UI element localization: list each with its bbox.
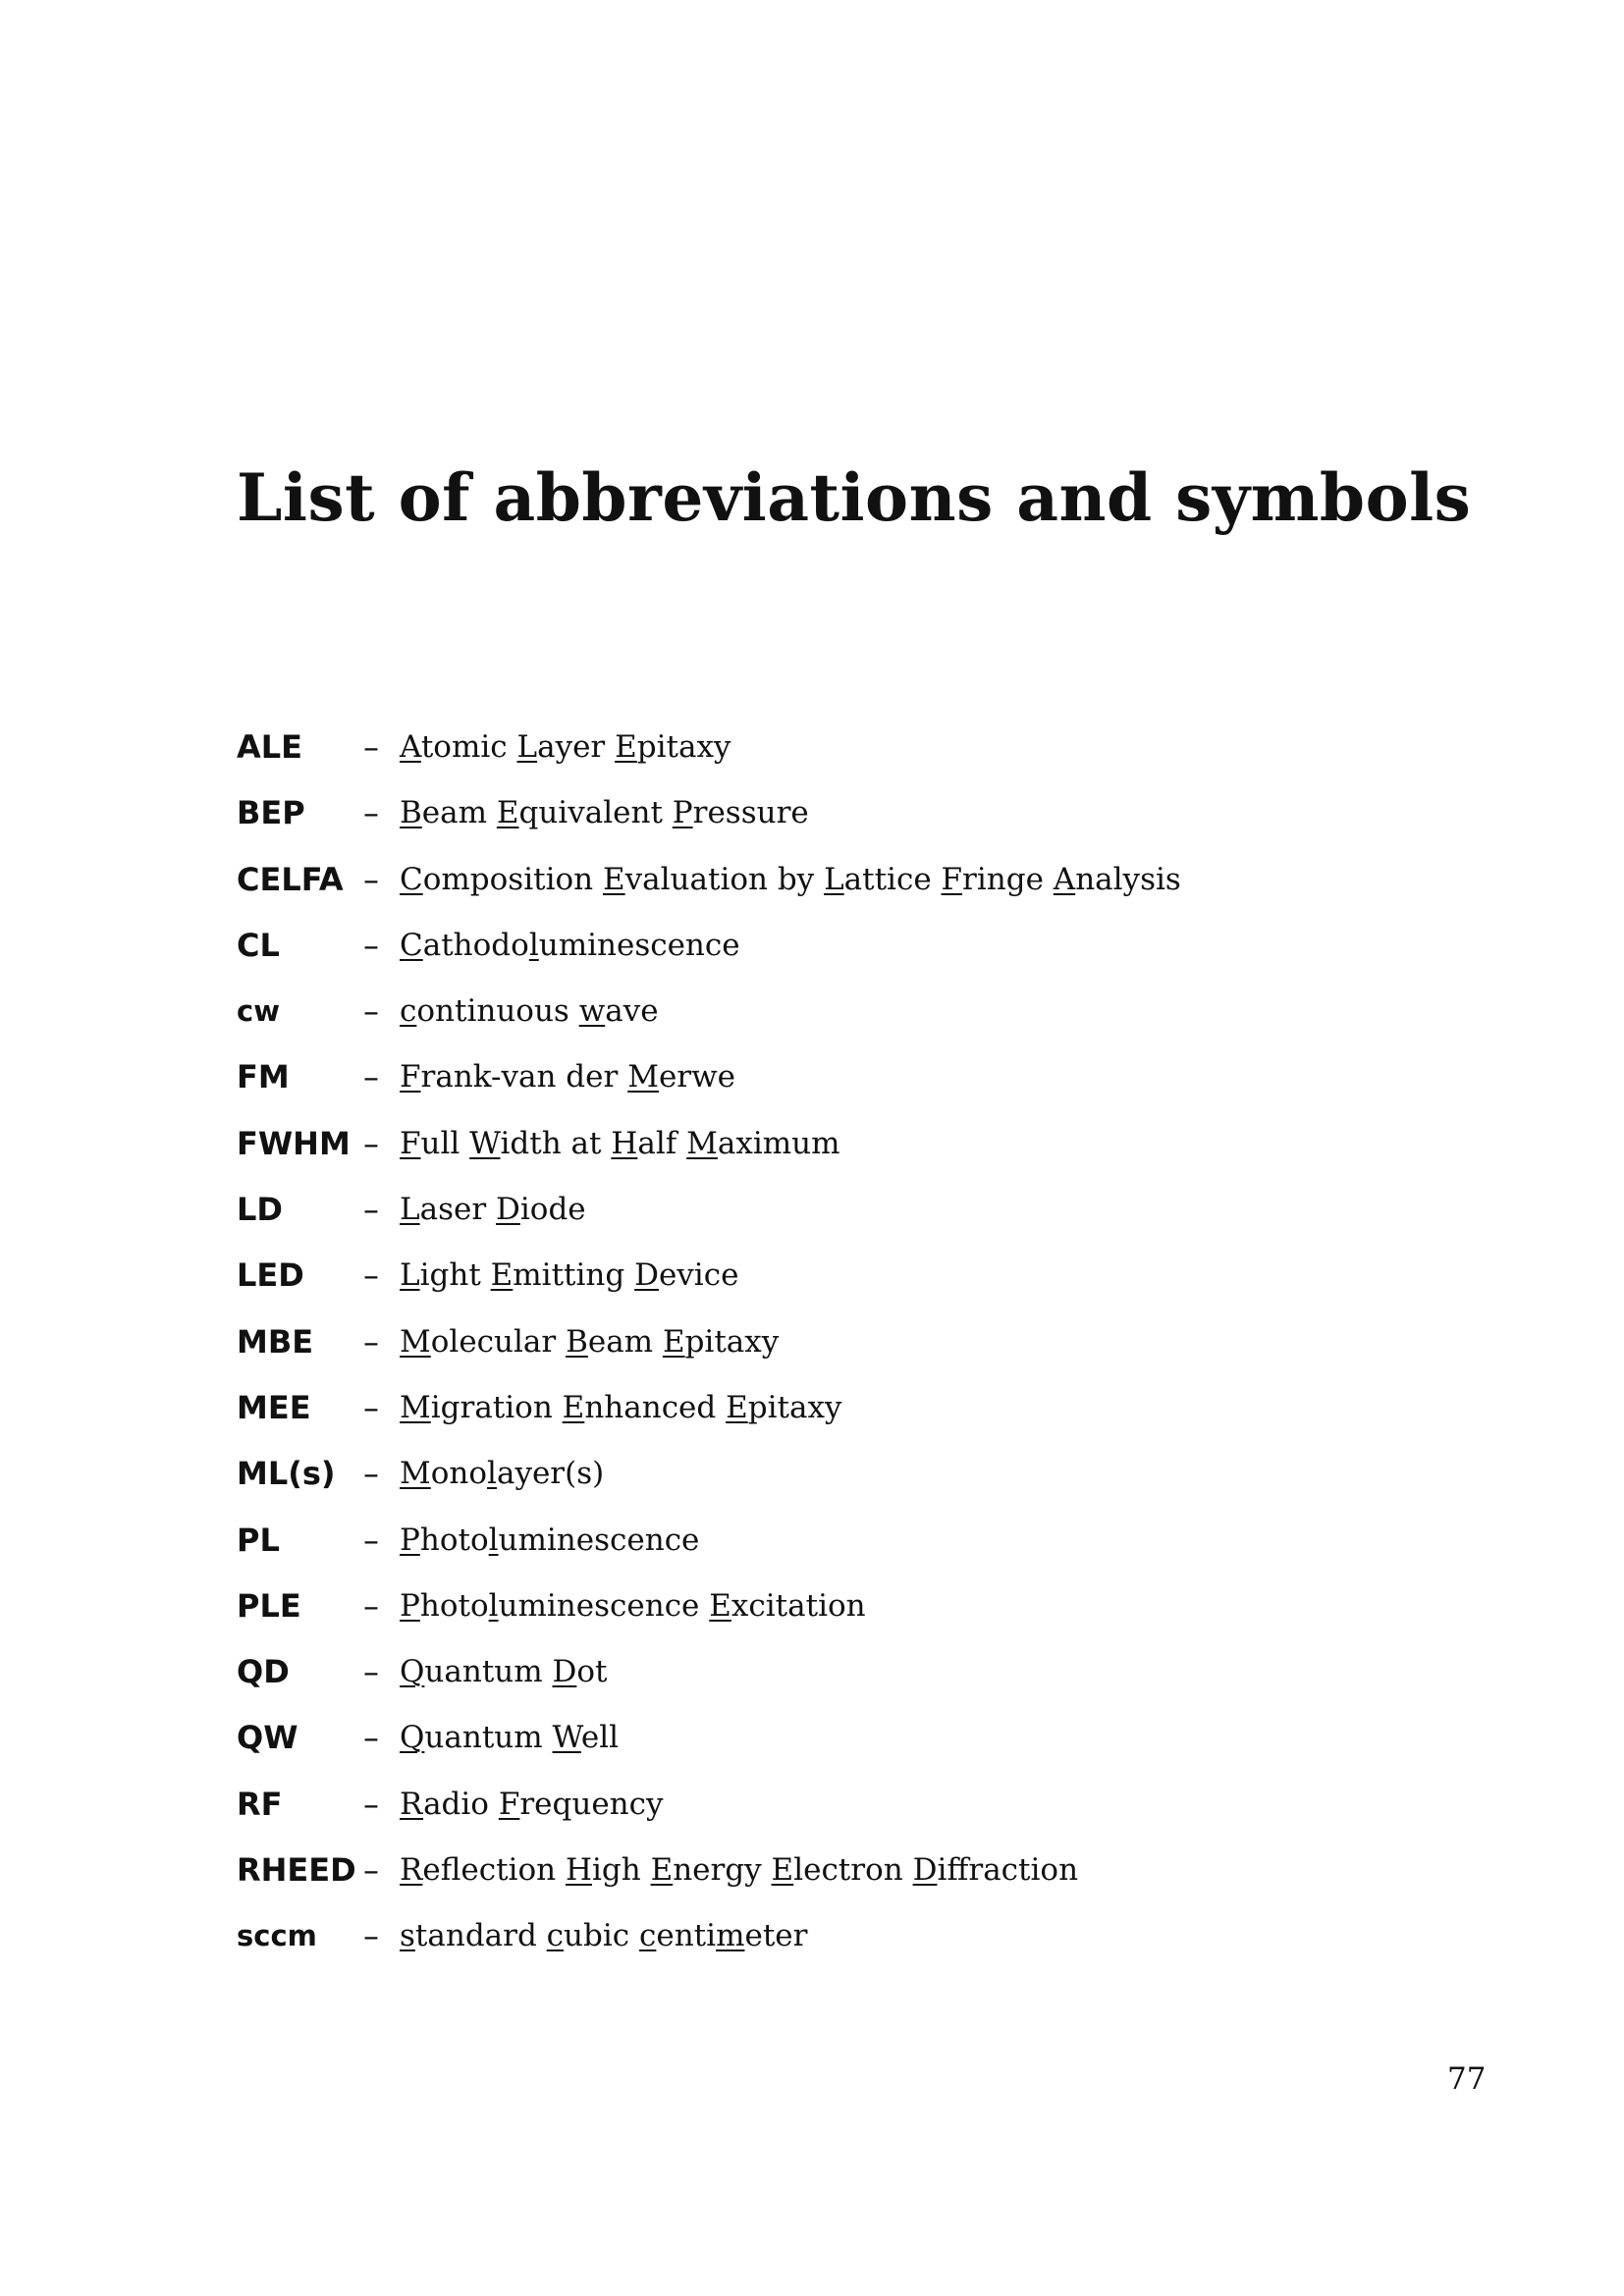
definition-text: uminescence (498, 1587, 710, 1624)
definition-text: xcitation (731, 1587, 866, 1624)
definition-text: nalysis (1075, 861, 1181, 897)
definition-initial: W (469, 1125, 501, 1161)
definition-initial: E (496, 795, 519, 831)
definition-text: uminescence (538, 927, 740, 963)
definition-text: aser (419, 1192, 497, 1228)
definition-text: quivalent (518, 795, 673, 831)
definition-initial: D (912, 1852, 938, 1889)
definition-initial: B (400, 795, 422, 831)
definition-text: ave (605, 993, 659, 1030)
abbreviation-definition (400, 1314, 779, 1369)
definition-initial: M (627, 1059, 659, 1095)
abbreviation-term: sccm (237, 1919, 317, 1953)
definition-initial: P (400, 1522, 420, 1558)
list-item (237, 1049, 1415, 1115)
abbreviation-definition (400, 785, 809, 840)
abbreviation-term: LED (237, 1256, 304, 1295)
definition-text: ressure (692, 795, 809, 831)
list-item (237, 1314, 1415, 1380)
definition-text: uantum (424, 1720, 553, 1756)
definition-initial: A (400, 729, 421, 765)
definition-initial: w (578, 993, 606, 1030)
definition-text: enti (656, 1918, 717, 1954)
definition-text: igh (591, 1852, 651, 1889)
separator-dash: – (363, 1917, 379, 1955)
separator-dash: – (363, 1322, 379, 1361)
abbreviation-term: LD (237, 1191, 283, 1229)
abbreviation-term: RF (237, 1785, 283, 1823)
definition-initial: s (400, 1918, 415, 1954)
definition-initial: M (400, 1323, 431, 1360)
list-item (237, 1116, 1415, 1182)
abbreviation-term: QW (237, 1719, 298, 1757)
abbreviation-term: PL (237, 1521, 280, 1559)
list-item (237, 1644, 1415, 1710)
list-item (237, 1248, 1415, 1313)
abbreviation-list (237, 720, 1415, 1975)
abbreviation-definition (400, 918, 740, 973)
definition-initial: R (400, 1852, 423, 1889)
definition-initial: E (771, 1852, 794, 1889)
definition-initial: B (566, 1323, 588, 1360)
definition-initial: P (400, 1587, 420, 1624)
definition-initial: M (400, 1456, 431, 1492)
separator-dash: – (363, 1586, 379, 1625)
definition-initial: F (400, 1059, 421, 1095)
definition-initial: W (552, 1720, 581, 1756)
definition-initial: A (1053, 861, 1076, 897)
list-item (237, 1513, 1415, 1578)
separator-dash: – (363, 1455, 379, 1493)
separator-dash: – (363, 926, 379, 964)
definition-initial: l (487, 1456, 497, 1492)
definition-initial: E (615, 729, 637, 765)
definition-text: pitaxy (747, 1389, 842, 1425)
definition-initial: Q (400, 1720, 425, 1756)
definition-text: eter (744, 1918, 808, 1954)
definition-text: igration (430, 1389, 563, 1425)
abbreviation-definition (400, 1049, 735, 1104)
abbreviation-term: cw (237, 994, 280, 1029)
list-item (237, 1777, 1415, 1842)
separator-dash: – (363, 1191, 379, 1229)
definition-initial: c (400, 993, 417, 1030)
definition-initial: c (546, 1918, 565, 1954)
definition-text: alf (637, 1125, 687, 1161)
abbreviation-definition (400, 1248, 738, 1303)
definition-text: aximum (717, 1125, 840, 1161)
definition-text: tomic (420, 729, 517, 765)
list-item (237, 852, 1415, 918)
separator-dash: – (363, 1124, 379, 1162)
abbreviation-definition (400, 1513, 699, 1568)
abbreviation-term: RHEED (237, 1851, 356, 1890)
definition-initial: E (662, 1323, 685, 1360)
definition-initial: E (650, 1852, 674, 1889)
definition-initial: l (488, 1522, 499, 1558)
definition-initial: Q (400, 1654, 425, 1690)
definition-text: erwe (658, 1059, 735, 1095)
definition-text: ubic (564, 1918, 639, 1954)
abbreviation-definition (400, 1644, 608, 1699)
definition-text: olecular (430, 1323, 567, 1360)
definition-text: uantum (424, 1654, 553, 1690)
abbreviation-term: FWHM (237, 1124, 351, 1162)
definition-text: ight (419, 1257, 491, 1294)
definition-text: ayer(s) (496, 1456, 605, 1492)
definition-text: eflection (422, 1852, 566, 1889)
definition-initial: D (552, 1654, 577, 1690)
definition-initial: L (824, 861, 844, 897)
definition-text: iffraction (937, 1852, 1079, 1889)
abbreviation-term: CL (237, 926, 280, 964)
definition-initial: M (686, 1125, 718, 1161)
abbreviation-definition (400, 1908, 807, 1963)
abbreviation-definition (400, 1116, 840, 1171)
definition-initial: l (488, 1587, 499, 1624)
definition-text: eam (587, 1323, 663, 1360)
definition-text: rank-van der (420, 1059, 628, 1095)
definition-initial: l (528, 927, 539, 963)
abbreviation-definition (400, 1380, 841, 1435)
definition-initial: F (941, 861, 963, 897)
abbreviation-definition (400, 1578, 866, 1633)
abbreviation-term: MEE (237, 1388, 311, 1426)
list-item (237, 984, 1415, 1049)
separator-dash: – (363, 860, 379, 898)
definition-text: pitaxy (636, 729, 731, 765)
definition-text: mitting (513, 1257, 635, 1294)
definition-initial: E (562, 1389, 585, 1425)
list-item (237, 785, 1415, 851)
definition-text: tandard (414, 1918, 547, 1954)
separator-dash: – (363, 1785, 379, 1823)
abbreviation-term: MBE (237, 1322, 314, 1361)
definition-text: iode (519, 1192, 586, 1228)
definition-initial: F (400, 1125, 421, 1161)
list-item (237, 1578, 1415, 1644)
abbreviation-definition (400, 1777, 664, 1832)
abbreviation-term: QD (237, 1653, 290, 1691)
definition-initial: F (498, 1786, 520, 1822)
definition-text: ot (576, 1654, 608, 1690)
abbreviation-definition (400, 852, 1181, 907)
abbreviation-term: ML(s) (237, 1455, 336, 1493)
definition-text: nhanced (584, 1389, 727, 1425)
definition-text: nergy (673, 1852, 772, 1889)
list-item (237, 1908, 1415, 1974)
separator-dash: – (363, 1256, 379, 1295)
definition-initial: H (611, 1125, 638, 1161)
definition-text: hoto (419, 1522, 489, 1558)
definition-text: evice (658, 1257, 739, 1294)
separator-dash: – (363, 1058, 379, 1096)
list-item (237, 1380, 1415, 1446)
definition-initial: E (490, 1257, 514, 1294)
definition-initial: H (565, 1852, 592, 1889)
separator-dash: – (363, 1851, 379, 1890)
abbreviation-definition (400, 720, 731, 774)
abbreviation-term: CELFA (237, 860, 344, 898)
separator-dash: – (363, 1521, 379, 1559)
abbreviation-definition (400, 1182, 586, 1237)
definition-text: valuation by (624, 861, 825, 897)
definition-text: requency (519, 1786, 664, 1822)
abbreviation-definition (400, 1446, 604, 1501)
definition-initial: P (672, 795, 693, 831)
definition-text: lectron (793, 1852, 913, 1889)
separator-dash: – (363, 794, 379, 832)
definition-initial: C (400, 927, 423, 963)
definition-text: attice (843, 861, 942, 897)
abbreviation-definition (400, 1710, 619, 1765)
definition-initial: E (602, 861, 625, 897)
abbreviation-term: BEP (237, 794, 305, 832)
separator-dash: – (363, 992, 379, 1031)
abbreviation-term: FM (237, 1058, 290, 1096)
definition-text: athodo (422, 927, 529, 963)
list-item (237, 1842, 1415, 1908)
definition-initial: L (400, 1257, 420, 1294)
list-item (237, 918, 1415, 984)
definition-initial: E (726, 1389, 748, 1425)
definition-initial: R (400, 1786, 424, 1822)
definition-text: omposition (422, 861, 603, 897)
separator-dash: – (363, 1653, 379, 1691)
definition-text: hoto (419, 1587, 489, 1624)
definition-text: ringe (962, 861, 1054, 897)
definition-text: ayer (537, 729, 616, 765)
list-item (237, 1182, 1415, 1248)
list-item (237, 1446, 1415, 1512)
definition-text: pitaxy (684, 1323, 780, 1360)
abbreviation-term: PLE (237, 1586, 301, 1625)
separator-dash: – (363, 1719, 379, 1757)
abbreviation-definition (400, 984, 659, 1039)
definition-text: idth at (500, 1125, 612, 1161)
definition-initial: C (400, 861, 423, 897)
page-number: 77 (1447, 2061, 1487, 2097)
abbreviation-definition (400, 1842, 1078, 1897)
definition-text: uminescence (498, 1522, 700, 1558)
definition-initial: m (716, 1918, 745, 1954)
definition-initial: L (400, 1192, 420, 1228)
definition-initial: M (400, 1389, 431, 1425)
definition-text: ontinuous (416, 993, 579, 1030)
separator-dash: – (363, 1388, 379, 1426)
definition-text: ull (420, 1125, 470, 1161)
definition-initial: D (496, 1192, 520, 1228)
definition-initial: D (634, 1257, 659, 1294)
separator-dash: – (363, 728, 379, 766)
list-item (237, 1710, 1415, 1776)
definition-text: adio (423, 1786, 499, 1822)
definition-initial: L (516, 729, 538, 765)
abbreviation-term: ALE (237, 728, 303, 766)
definition-text: eam (421, 795, 497, 831)
definition-initial: E (709, 1587, 731, 1624)
definition-text: ono (430, 1456, 488, 1492)
page-title: List of abbreviations and symbols (237, 459, 1472, 536)
definition-text: ell (580, 1720, 620, 1756)
definition-initial: c (639, 1918, 657, 1954)
list-item (237, 720, 1415, 785)
